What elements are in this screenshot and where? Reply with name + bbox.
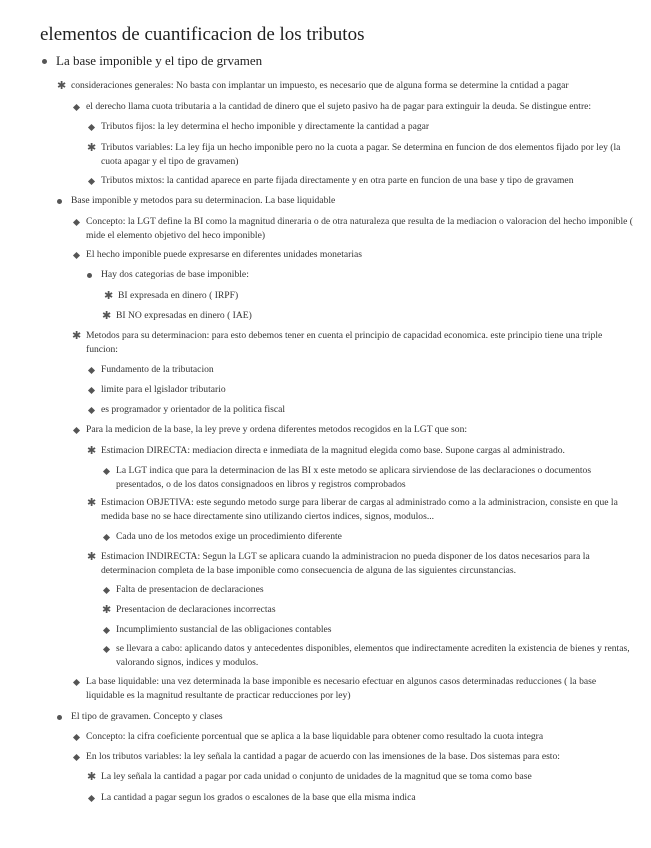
outline-item-text: Tributos fijos: la ley determina el hecho imponible y directamente la cantidad a pagar xyxy=(101,121,430,132)
outline-item-text: limite para el lgislador tributario xyxy=(101,384,226,395)
bullet-diamond-icon xyxy=(88,367,95,374)
bullet-diamond-icon xyxy=(88,387,95,394)
outline-item xyxy=(71,194,631,208)
outline-item-text: Fundamento de la tributacion xyxy=(101,364,214,375)
outline-item xyxy=(101,791,631,805)
bullet-diamond-icon xyxy=(103,534,110,541)
outline-item-text: Metodos para su determinacion: para esto debemos tener en cuenta el principio de capacidad economica. este principio tiene una triple funcion: xyxy=(86,330,603,355)
outline-item-text: Estimacion OBJETIVA: este segundo metodo surge para liberar de cargas al administrado como a la administracion, consiste en que la medida base no se hace directamente sino utilizando ciertos indices, signos, modulos... xyxy=(101,497,618,522)
outline-item-text: La base liquidable: una vez determinada la base imponible es necesario efectuar en algunos casos determinadas reducciones ( la base liquidable es la magnitud resultante de practicar reducciones por ley) xyxy=(86,676,597,701)
outline-item-text: En los tributos variables: la ley señala la cantidad a pagar de acuerdo con las imensiones de la base. Dos sistemas para esto: xyxy=(86,751,560,762)
bullet-asterisk-icon: ✱ xyxy=(87,771,97,783)
outline-item-text: La ley señala la cantidad a pagar por cada unidad o conjunto de unidades de la magnitud que se toma como base xyxy=(101,771,532,782)
outline-item-text: La base imponible y el tipo de grvamen xyxy=(56,53,263,68)
bullet-diamond-icon xyxy=(73,252,80,259)
bullet-asterisk-icon: ✱ xyxy=(102,604,112,616)
outline-item xyxy=(86,423,631,437)
outline-item xyxy=(86,750,631,764)
outline-item-text: La LGT indica que para la determinacion de las BI x este metodo se aplicara sirviendose de las declaraciones o documentos presentados, o de los datos consignadoos en libros y registros comprobados xyxy=(116,465,592,490)
outline-item xyxy=(101,383,631,397)
outline-item xyxy=(56,53,626,69)
outline-item xyxy=(87,444,631,458)
bullet-asterisk-icon: ✱ xyxy=(57,80,67,92)
bullet-diamond-icon xyxy=(103,646,110,653)
bullet-asterisk-icon: ✱ xyxy=(102,310,112,322)
bullet-dot-icon xyxy=(87,273,92,278)
outline-item xyxy=(86,730,631,744)
outline-item-text: se llevara a cabo: aplicando datos y antecedentes disponibles, elementos que indirectamente acrediten la existencia de bienes y rentas, valorando signos, indices y modulos. xyxy=(116,643,630,668)
outline-item-text: Tributos variables: La ley fija un hecho imponible pero no la cuota a pagar. Se determina en funcion de dos elementos fijado por ley (la cuota apagar y el tipo de gravamen) xyxy=(101,142,621,167)
outline-item-text: Para la medicion de la base, la ley preve y ordena diferentes metodos recogidos en la LGT que son: xyxy=(86,424,468,435)
outline-item-text: es programador y orientador de la politica fiscal xyxy=(101,404,286,415)
outline-item-text: La cantidad a pagar segun los grados o escalones de la base que ella misma indica xyxy=(101,792,416,803)
outline-item xyxy=(104,289,628,303)
outline-item xyxy=(116,530,631,544)
outline-item xyxy=(87,550,634,578)
outline-item xyxy=(116,642,631,670)
bullet-diamond-icon xyxy=(103,587,110,594)
outline-item xyxy=(57,79,631,93)
bullet-diamond-icon xyxy=(103,627,110,634)
outline-item-text: BI expresada en dinero ( IRPF) xyxy=(118,290,239,301)
outline-item xyxy=(87,496,634,524)
outline-item xyxy=(116,623,631,637)
outline-item xyxy=(101,363,631,377)
bullet-asterisk-icon: ✱ xyxy=(104,290,114,302)
outline-item-text: Presentacion de declaraciones incorrectas xyxy=(116,604,276,615)
outline-item xyxy=(86,248,631,262)
outline-item xyxy=(87,141,633,169)
page-title: elementos de cuantificacion de los tributos xyxy=(40,24,365,45)
bullet-diamond-icon xyxy=(103,468,110,475)
outline-item-text: Estimacion DIRECTA: mediacion directa e inmediata de la magnitud elegida como base. Supone cargas al administrado. xyxy=(101,445,565,456)
outline-item-text: El tipo de gravamen. Concepto y clases xyxy=(71,711,223,722)
outline-item-text: Cada uno de los metodos exige un procedimiento diferente xyxy=(116,531,342,542)
bullet-asterisk-icon: ✱ xyxy=(72,330,82,342)
outline-item xyxy=(86,215,633,243)
outline-item xyxy=(101,120,631,134)
bullet-asterisk-icon: ✱ xyxy=(87,551,97,563)
bullet-diamond-icon xyxy=(73,679,80,686)
bullet-diamond-icon xyxy=(73,427,80,434)
outline-item-text: consideraciones generales: No basta con implantar un impuesto, es necesario que de alguna forma se determine la cntidad a pagar xyxy=(71,80,569,91)
outline-item xyxy=(86,675,631,703)
bullet-diamond-icon xyxy=(88,795,95,802)
bullet-diamond-icon xyxy=(73,219,80,226)
outline-item-text: Incumplimiento sustancial de las obligaciones contables xyxy=(116,624,332,635)
bullet-dot-icon xyxy=(57,715,62,720)
outline-item xyxy=(101,403,631,417)
outline-item xyxy=(87,770,631,784)
bullet-asterisk-icon: ✱ xyxy=(87,445,97,457)
outline-item xyxy=(86,100,631,114)
bullet-dot-icon xyxy=(42,59,47,64)
outline-item xyxy=(116,583,631,597)
bullet-diamond-icon xyxy=(73,754,80,761)
outline-item-text: Base imponible y metodos para su determinacion. La base liquidable xyxy=(71,195,336,206)
bullet-asterisk-icon: ✱ xyxy=(87,497,97,509)
bullet-asterisk-icon: ✱ xyxy=(87,142,97,154)
outline-item xyxy=(71,710,631,724)
outline-item xyxy=(102,309,628,323)
bullet-dot-icon xyxy=(57,199,62,204)
outline-item-text: Tributos mixtos: la cantidad aparece en parte fijada directamente y en otra parte en funcion de una base y tipo de gravamen xyxy=(101,175,574,186)
outline-item-text: El hecho imponible puede expresarse en diferentes unidades monetarias xyxy=(86,249,362,260)
bullet-diamond-icon xyxy=(88,407,95,414)
outline-item-text: BI NO expresadas en dinero ( IAE) xyxy=(116,310,252,321)
outline-item-text: Falta de presentacion de declaraciones xyxy=(116,584,264,595)
outline-item-text: el derecho llama cuota tributaria a la cantidad de dinero que el sujeto pasivo ha de pagar para extinguir la deuda. Se distingue entre: xyxy=(86,101,592,112)
outline-item xyxy=(101,268,631,282)
outline-item-text: Estimacion INDIRECTA: Segun la LGT se aplicara cuando la administracion no pueda disponer de los datos necesarios para la determinacion completa de la base imponible como consecuencia de alguna de las siguientes circunstancias. xyxy=(101,551,590,576)
outline-item xyxy=(72,329,631,357)
bullet-diamond-icon xyxy=(88,178,95,185)
outline-item xyxy=(102,603,631,617)
outline-item-text: Concepto: la cifra coeficiente porcentual que se aplica a la base liquidable para obtener como resultado la cuota integra xyxy=(86,731,544,742)
bullet-diamond-icon xyxy=(73,104,80,111)
outline-item xyxy=(101,174,633,188)
outline-item-text: Concepto: la LGT define la BI como la magnitud dineraria o de otra naturaleza que resulta de la mediacion o valoracion del hecho imponible ( mide el elemento objetivo del heco imponible) xyxy=(86,216,633,241)
bullet-diamond-icon xyxy=(73,734,80,741)
bullet-diamond-icon xyxy=(88,124,95,131)
outline-item-text: Hay dos categorias de base imponible: xyxy=(101,269,249,280)
outline-item xyxy=(116,464,631,492)
